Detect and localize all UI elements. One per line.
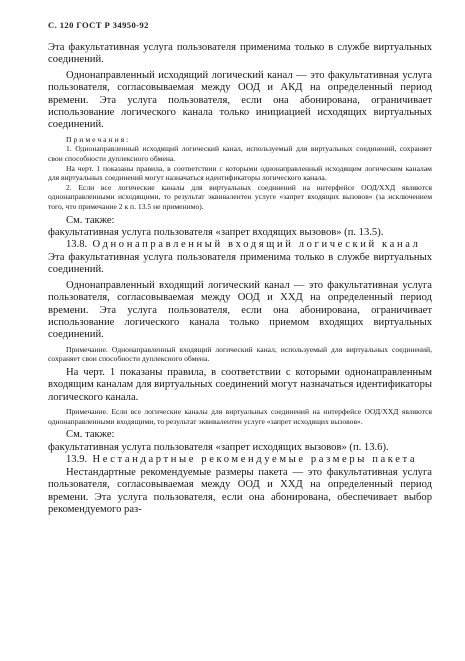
- note: 1. Однонаправленный исходящий логический канал, используемый для виртуальных соединений, сохраняет свои способности дуплексного обмена.: [48, 144, 432, 164]
- paragraph: На черт. 1 показаны правила, в соответствии с которыми однонаправленным входящим каналам для виртуальных соединений могут назначаться идентификаторы логического канала.: [48, 367, 432, 403]
- paragraph: Эта факультативная услуга пользователя применима только в службе виртуальных соединений.: [48, 42, 432, 66]
- paragraph: факультативная услуга пользователя «запрет исходящих вызовов» (п. 13.6).: [48, 441, 389, 453]
- section-title: Нестандартные рекомендуемые размеры пакета: [92, 454, 418, 466]
- document-page: [48, 20, 432, 516]
- note: Примечание. Если все логические каналы для виртуальных соединений на интерфейсе ООД/ХХД являются однонаправленными входящими, то результат эквивалентен услуге «запрет исходящих вызовов».: [48, 407, 432, 426]
- section-title: Однонаправленный входящий логический канал: [92, 239, 421, 251]
- see-also-label: См. также:: [66, 429, 115, 441]
- note: Примечание. Однонаправленный входящий логический канал, используемый для виртуальных соединений, сохраняет свои способности дуплексного обмена.: [48, 344, 432, 364]
- notes-heading: Примечания:: [66, 134, 131, 144]
- section-number: 13.9.: [66, 454, 88, 466]
- section-heading: [48, 239, 432, 252]
- section-number: 13.8.: [66, 239, 88, 251]
- paragraph: факультативная услуга пользователя «запрет входящих вызовов» (п. 13.5).: [48, 227, 384, 238]
- section-heading: [48, 454, 432, 467]
- page-header: С. 120 ГОСТ Р 34950-92: [48, 20, 149, 30]
- see-also-label: См. также:: [66, 214, 115, 226]
- note: 2. Если все логические каналы для виртуальных соединений на интерфейсе ООД/ХХД являются однонаправленными исходящими, то результат эквивалентен услуге «запрет входящих вызовов» (за исключением того, что примечание 2 к п. 13.5 не применимо).: [48, 182, 432, 211]
- paragraph: Однонаправленный исходящий логический канал — это факультативная услуга пользователя, согласовываемая между ООД и АКД на определенный период времени. Эта услуга пользователя, если она абонирована, ограничивает использование логического канала только инициацией исходящих виртуальных соединений.: [48, 69, 432, 131]
- paragraph: Однонаправленный входящий логический канал — это факультативная услуга пользователя, согласовываемая между ООД и ХХД на определенный период времени. Эта услуга пользователя, если она абонирована, ограничивает использование логического канала только приемом входящих виртуальных соединений.: [48, 279, 432, 341]
- note: На черт. 1 показаны правила, в соответствии с которыми однонаправленный исходящим логическим каналам для виртуальных соединений могут назначаться идентификаторы логического канала.: [48, 163, 432, 183]
- paragraph: Эта факультативная услуга пользователя применима только в службе виртуальных соединений.: [48, 252, 432, 276]
- paragraph: Нестандартные рекомендуемые размеры пакета — это факультативная услуга пользователя, согласовываемая между ООД и ХХД на определенный период времени. Эта услуга пользователя, если она абонирована, обеспечивает выбор рекомендуемого раз-: [48, 466, 432, 516]
